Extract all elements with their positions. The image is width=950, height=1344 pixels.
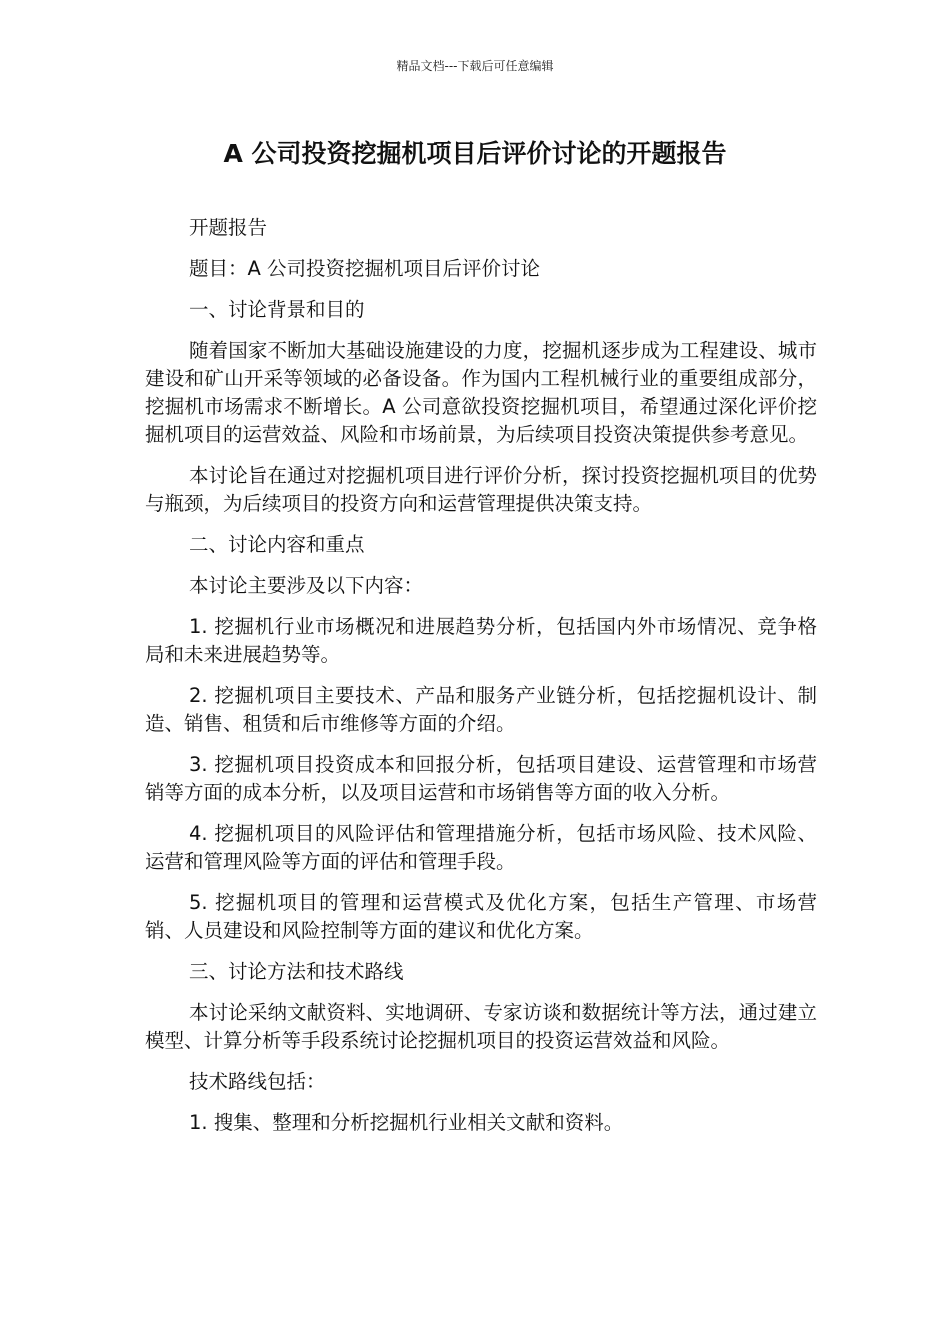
- section-heading-content: 二、讨论内容和重点: [189, 533, 365, 556]
- list-item-content-5: 5. 挖掘机项目的管理和运营模式及优化方案，包括生产管理、市场营销、人员建设和风险控制等方面的建议和优化方案。: [145, 891, 817, 942]
- document-body: [145, 214, 817, 1150]
- paragraph-route-intro: 技术路线包括：: [189, 1070, 326, 1093]
- list-item-content-4: 4. 挖掘机项目的风险评估和管理措施分析，包括市场风险、技术风险、运营和管理风险等方面的评估和管理手段。: [145, 822, 817, 873]
- header-note: 精品文档---下载后可任意编辑: [396, 59, 554, 73]
- list-item-content-1: 1. 挖掘机行业市场概况和进展趋势分析，包括国内外市场情况、竞争格局和未来进展趋势等。: [145, 615, 817, 666]
- document-title: A 公司投资挖掘机项目后评价讨论的开题报告: [223, 139, 727, 168]
- paragraph-topic: 题目：A 公司投资挖掘机项目后评价讨论: [189, 257, 541, 280]
- section-heading-background: 一、讨论背景和目的: [189, 298, 365, 321]
- list-item-route-1: 1. 搜集、整理和分析挖掘机行业相关文献和资料。: [189, 1111, 624, 1134]
- paragraph-purpose: 本讨论旨在通过对挖掘机项目进行评价分析，探讨投资挖掘机项目的优势与瓶颈，为后续项目的投资方向和运营管理提供决策支持。: [145, 464, 817, 515]
- paragraph-report-label: 开题报告: [189, 216, 268, 239]
- list-item-content-3: 3. 挖掘机项目投资成本和回报分析，包括项目建设、运营管理和市场营销等方面的成本分析，以及项目运营和市场销售等方面的收入分析。: [145, 753, 817, 804]
- paragraph-content-intro: 本讨论主要涉及以下内容：: [189, 574, 424, 597]
- paragraph-method: 本讨论采纳文献资料、实地调研、专家访谈和数据统计等方法，通过建立模型、计算分析等手段系统讨论挖掘机项目的投资运营效益和风险。: [145, 1001, 817, 1052]
- list-item-content-2: 2. 挖掘机项目主要技术、产品和服务产业链分析，包括挖掘机设计、制造、销售、租赁和后市维修等方面的介绍。: [145, 684, 817, 735]
- paragraph-background: 随着国家不断加大基础设施建设的力度，挖掘机逐步成为工程建设、城市建设和矿山开采等领域的必备设备。作为国内工程机械行业的重要组成部分，挖掘机市场需求不断增长。A 公司意欲投资挖掘机项目，希望通过深化评价挖掘机项目的运营效益、风险和市场前景，为后续项目投资决策提供参考意见。: [145, 339, 817, 446]
- section-heading-method: 三、讨论方法和技术路线: [189, 960, 404, 983]
